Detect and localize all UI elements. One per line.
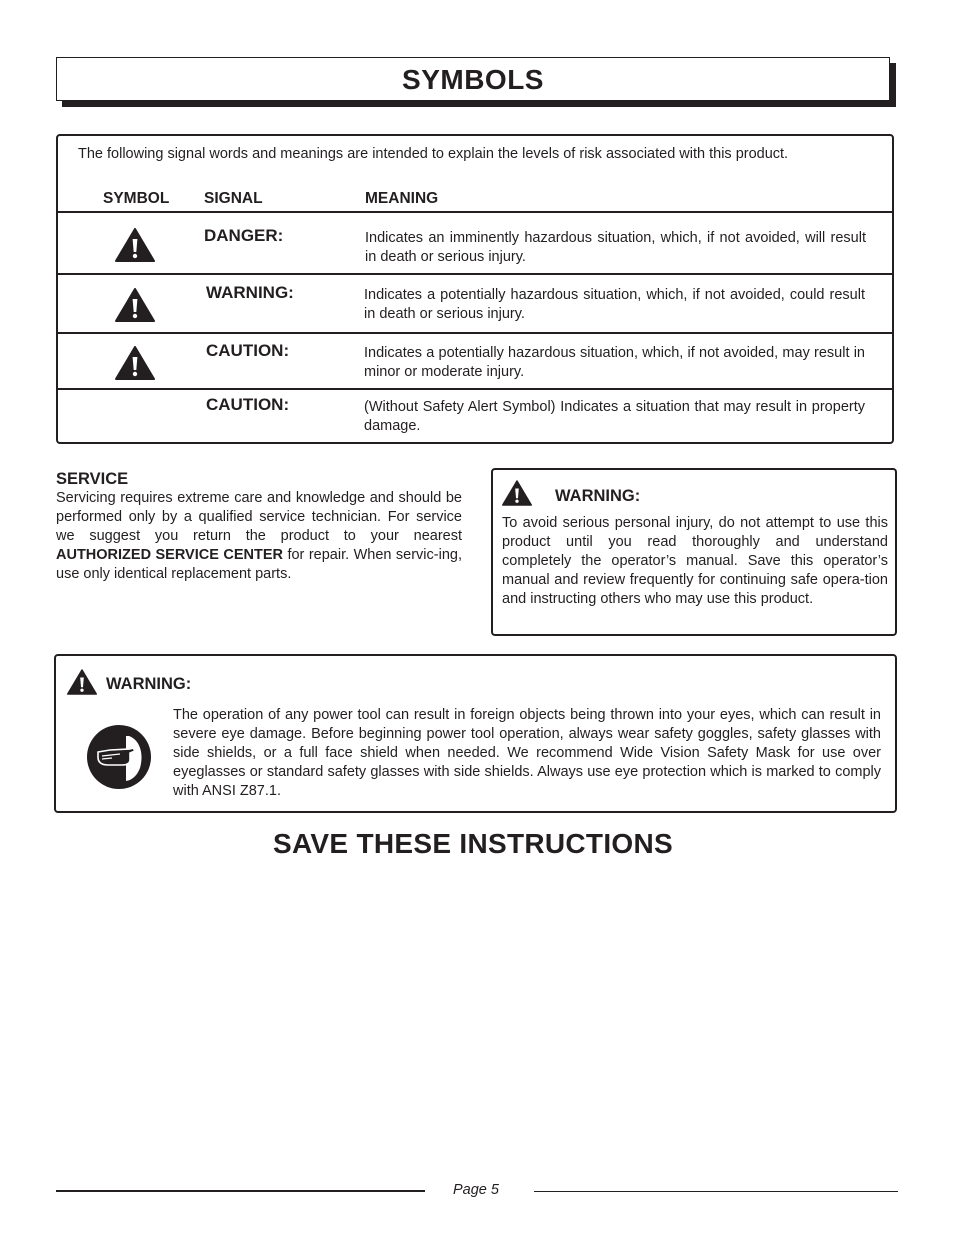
column-header-symbol: SYMBOL [103,190,170,207]
table-row-danger [58,211,892,271]
save-instructions-heading: SAVE THESE INSTRUCTIONS [273,828,673,859]
warning-text: To avoid serious personal injury, do not attempt to use this product until you read thoroughly and understand completely the operator’s manual. Save this operator’s manual and review frequently for continuing safe opera-tion and instructing others who may use this product. [502,515,888,607]
warning-text: The operation of any power tool can result in foreign objects being thrown into your eyes, which can result in severe eye damage. Before beginning power tool operation, always wear safety goggles, safety glasses with side shields, or a full face shield when needed. We recommend Wide Vision Safety Mask for use over eyeglasses or standard safety glasses with side shields. Always use eye protection which is marked to comply with ANSI Z87.1. [173,707,881,799]
safety-alert-icon [115,228,155,262]
signal-word: CAUTION: [206,341,290,360]
service-text-part: for repair. When servic-ing, use only identical replacement parts. [56,547,462,582]
page-title: SYMBOLS [402,64,544,95]
table-row-warning [58,273,892,331]
service-text-part: Servicing requires extreme care and knowledge and should be performed only by a qualified service technician. For service we suggest you return the product to your nearest [56,490,462,544]
signal-word: CAUTION: [206,395,290,414]
safety-alert-icon [115,288,155,322]
signal-meaning: Indicates a potentially hazardous situation, which, if not avoided, could result in death or serious injury. [364,287,865,322]
symbols-intro: The following signal words and meanings are intended to explain the levels of risk associated with this product. [78,146,789,162]
warning-label: WARNING: [106,675,192,693]
page-number: Page 5 [453,1182,499,1198]
warning-label: WARNING: [555,487,641,505]
column-header-signal: SIGNAL [204,190,263,207]
eye-protection-warning-box [54,654,897,813]
service-heading: SERVICE [56,470,129,488]
symbols-table [56,134,894,444]
signal-meaning: Indicates a potentially hazardous situation, which, if not avoided, may result in minor or moderate injury. [364,345,865,380]
signal-word: WARNING: [206,283,294,302]
safety-alert-icon [115,346,155,380]
column-header-meaning: MEANING [365,190,439,207]
signal-word: DANGER: [204,226,284,245]
service-center-emphasis: AUTHORIZED SERVICE CENTER [56,547,283,563]
signal-meaning: (Without Safety Alert Symbol) Indicates a situation that may result in property damage. [364,399,865,434]
safety-glasses-icon [86,724,152,790]
safety-alert-icon [502,480,532,506]
footer-rule-left [56,1190,425,1192]
safety-alert-icon [67,669,97,695]
manual-warning-box [491,468,897,636]
title-banner [56,57,890,101]
service-text [56,489,462,584]
footer-rule-right [534,1191,898,1192]
table-row-caution-no-symbol [58,388,892,441]
signal-meaning: Indicates an imminently hazardous situation, which, if not avoided, will result in death or serious injury. [365,230,866,265]
table-row-caution [58,332,892,389]
